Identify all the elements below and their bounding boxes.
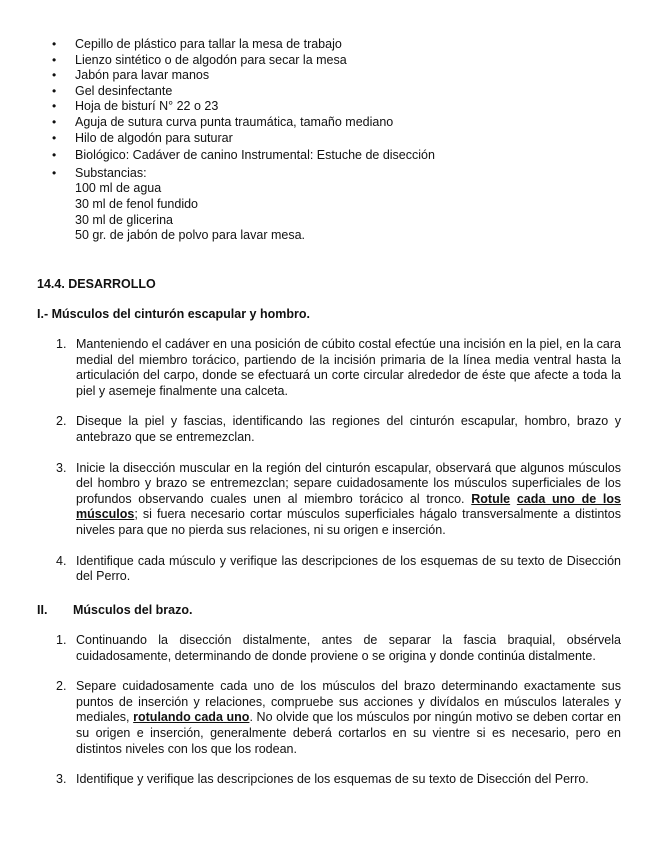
step-item: 3. Identifique y verifique las descripciones de los esquemas de su texto de Disección del Perro. <box>56 772 589 787</box>
step-item: 3. Inicie la disección muscular en la región del cinturón escapular, observará que algunos músculos del hombro y brazo se entremezclan; separe cuidadosamente los músculos superficiales de los profundos observando cuales unen al miembro torácico al tronco. Rotule cada uno de los músculos; si fuera necesario cortar músculos superficiales hágalo transversalmente a distintos niveles para que no pierda sus relaciones, ni su origen e inserción. <box>56 460 621 537</box>
bullet-icon: • <box>52 148 57 163</box>
part1-title: I.- Músculos del cinturón escapular y hombro. <box>37 307 310 321</box>
step-item: 2. Separe cuidadosamente cada uno de los músculos del brazo determinando exactamente sus puntos de inserción y relaciones, compruebe sus acciones y divídalos en músculos laterales y mediales, rotulando cada uno. No olvide que los músculos por ningún motivo se deben cortar en su origen e inserción, generalmente deberá cortarlos en su vientre si es necesario, pero en distintos niveles con los que los rodean. <box>56 679 621 756</box>
part2-steps <box>56 633 621 788</box>
step-item: 2. Diseque la piel y fascias, identificando las regiones del cinturón escapular, hombro, brazo y antebrazo que se entremezclan. <box>56 414 621 444</box>
bullet-icon: • <box>52 52 57 67</box>
bullet-icon: • <box>52 83 57 98</box>
part2-title: II. Músculos del brazo. <box>37 603 193 617</box>
list-item: • Hoja de bisturí N° 22 o 23 <box>52 99 219 114</box>
substance-item: 30 ml de fenol fundido <box>75 196 199 211</box>
list-item: • Hilo de algodón para suturar <box>52 130 233 145</box>
substances-item <box>52 166 612 244</box>
list-item: • Biológico: Cadáver de canino Instrumental: Estuche de disección <box>52 148 435 163</box>
section-title: 14.4. DESARROLLO <box>37 277 156 291</box>
step-item: 4. Identifique cada músculo y verifique las descripciones de los esquemas de su texto de Disección del Perro. <box>56 553 621 584</box>
emphasis-text: rotulando cada uno <box>133 710 250 725</box>
list-item: • Gel desinfectante <box>52 83 173 98</box>
step-item: 1. Manteniendo el cadáver en una posición de cúbito costal efectúe una incisión en la piel, en la cara medial del miembro torácico, partiendo de la incisión primaria de la línea media ventral hasta la articulación del carpo, donde se efectuará un corte circular alrededor de éste que afecte a toda la piel y asemeje finalmente una calceta. <box>56 337 621 398</box>
bullet-icon: • <box>52 68 57 83</box>
emphasis-text: Rotule <box>471 491 511 506</box>
bullet-icon: • <box>52 37 57 51</box>
materials-list <box>52 37 612 244</box>
substance-item: 100 ml de agua <box>75 181 162 196</box>
bullet-icon: • <box>52 130 57 145</box>
step-item: 1. Continuando la disección distalmente, antes de separar la fascia braquial, obsérvela cuidadosamente, determinando de donde proviene o se origina y donde continúa distalmente. <box>56 633 621 663</box>
substance-item: 50 gr. de jabón de polvo para lavar mesa. <box>75 228 306 243</box>
emphasis-text: cada uno de los músculos <box>76 491 621 522</box>
list-item: • Aguja de sutura curva punta traumática, tamaño mediano <box>52 114 394 129</box>
list-item: • Cepillo de plástico para tallar la mesa de trabajo <box>52 37 342 51</box>
bullet-icon: • <box>52 165 57 180</box>
list-item: • Lienzo sintético o de algodón para secar la mesa <box>52 52 347 67</box>
bullet-icon: • <box>52 114 57 129</box>
substances-label: Substancias: <box>75 165 147 180</box>
substance-item: 30 ml de glicerina <box>75 212 173 227</box>
list-item: • Jabón para lavar manos <box>52 68 210 83</box>
bullet-icon: • <box>52 99 57 114</box>
part1-steps <box>56 337 621 585</box>
